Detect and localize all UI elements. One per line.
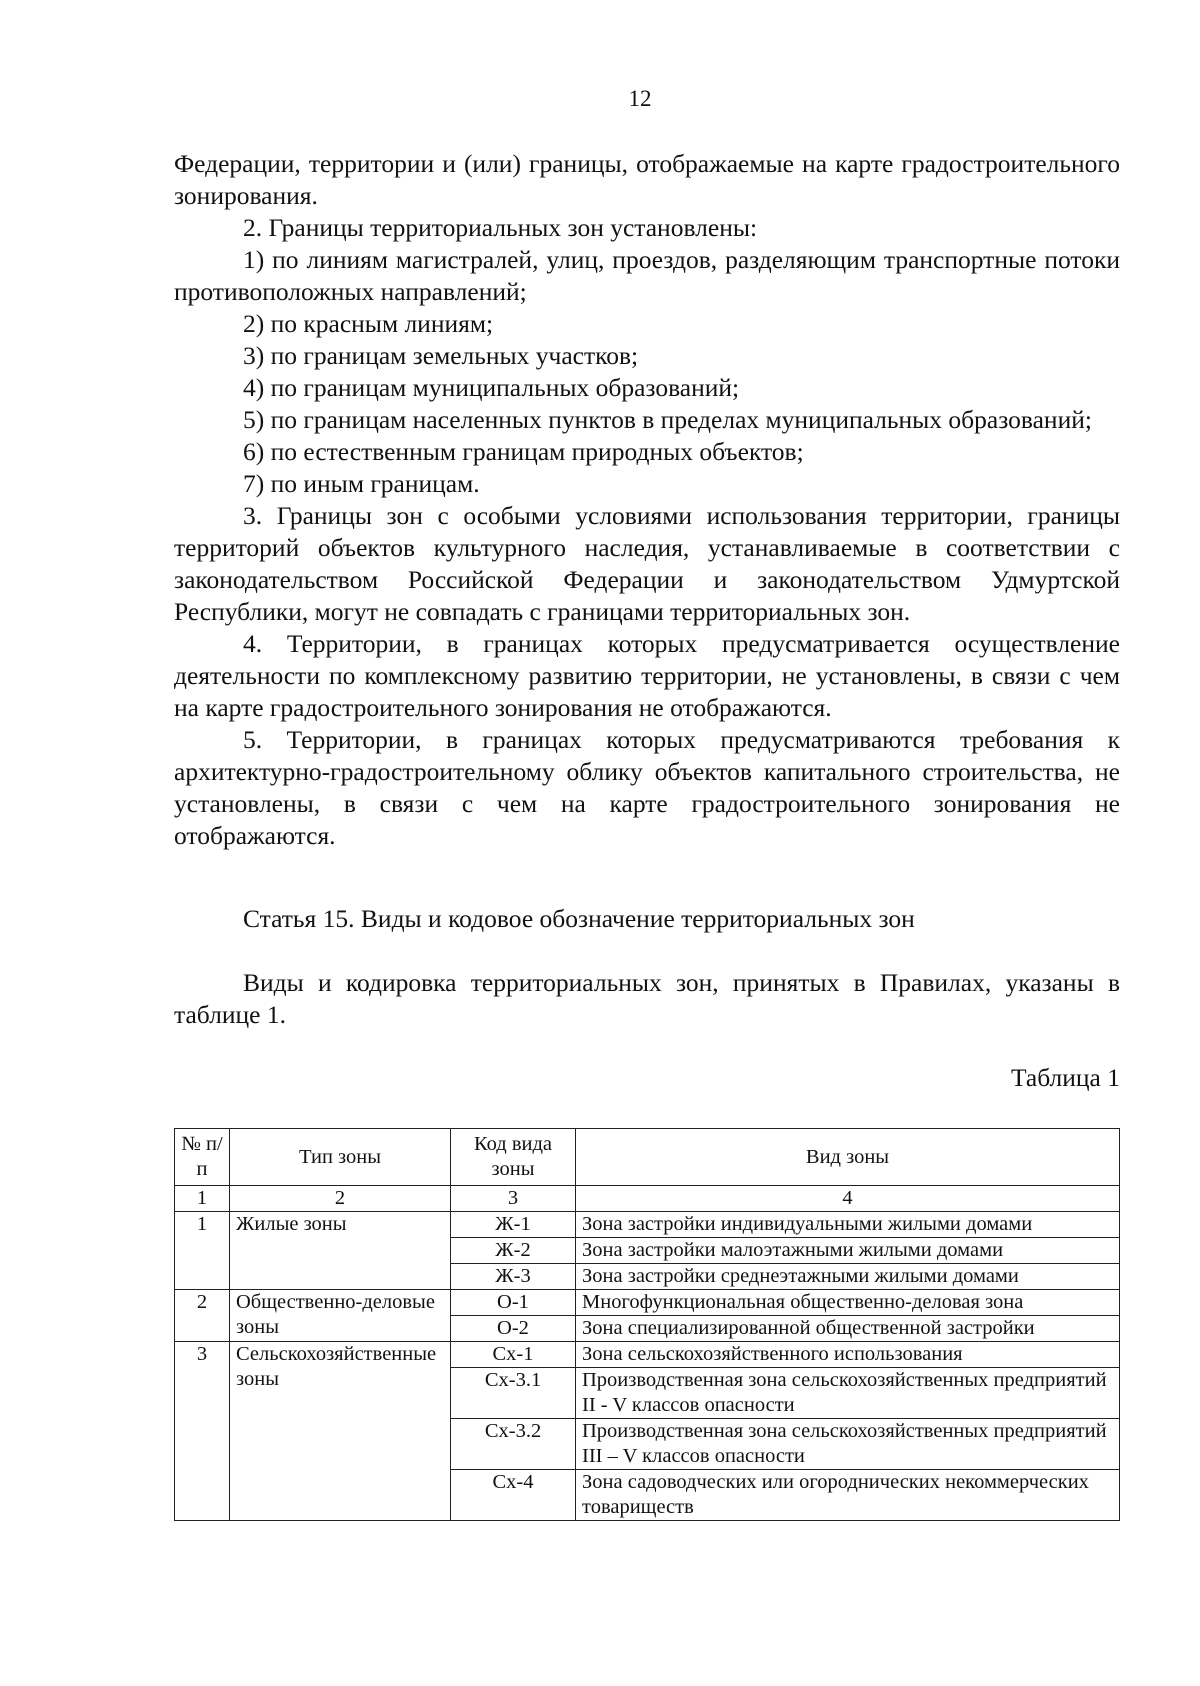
zone-name: Зона застройки среднеэтажными жилыми домами bbox=[576, 1264, 1120, 1290]
zone-name: Зона садоводческих или огороднических некоммерческих товариществ bbox=[576, 1470, 1120, 1521]
table-row bbox=[175, 1342, 1120, 1368]
table-caption: Таблица 1 bbox=[1010, 1063, 1120, 1092]
paragraph: 4. Территории, в границах которых предусматривается осуществление деятельности по комплексному развитию территории, не установлены, в связи с чем на карте градостроительного зонирования не отображаются. bbox=[174, 629, 1120, 722]
table-intro: Виды и кодировка территориальных зон, принятых в Правилах, указаны в таблице 1. bbox=[174, 968, 1120, 1029]
paragraph: 3) по границам земельных участков; bbox=[243, 341, 639, 370]
paragraph: 1) по линиям магистралей, улиц, проездов, разделяющим транспортные потоки противоположных направлений; bbox=[174, 245, 1120, 306]
zone-code: Сх-3.2 bbox=[451, 1419, 576, 1470]
group-type: Общественно-деловые зоны bbox=[230, 1290, 451, 1342]
zone-code: Ж-2 bbox=[451, 1238, 576, 1264]
zone-code: Сх-1 bbox=[451, 1342, 576, 1368]
zone-name: Многофункциональная общественно-деловая зона bbox=[576, 1290, 1120, 1316]
table-header-row bbox=[175, 1129, 1120, 1186]
col-number: 1 bbox=[175, 1186, 230, 1212]
header-type: Тип зоны bbox=[230, 1129, 451, 1186]
group-num: 1 bbox=[175, 1212, 230, 1290]
paragraph: 4) по границам муниципальных образований; bbox=[243, 373, 740, 402]
zone-name: Производственная зона сельскохозяйственных предприятий II - V классов опасности bbox=[576, 1368, 1120, 1419]
header-name: Вид зоны bbox=[576, 1129, 1120, 1186]
zone-code: Ж-3 bbox=[451, 1264, 576, 1290]
group-type: Жилые зоны bbox=[230, 1212, 451, 1290]
paragraph: Федерации, территории и (или) границы, отображаемые на карте градостроительного зонирования. bbox=[174, 149, 1120, 210]
paragraph: 6) по естественным границам природных объектов; bbox=[243, 437, 804, 466]
zone-name: Производственная зона сельскохозяйственных предприятий III – V классов опасности bbox=[576, 1419, 1120, 1470]
zone-code: Ж-1 bbox=[451, 1212, 576, 1238]
article-title: Статья 15. Виды и кодовое обозначение территориальных зон bbox=[243, 904, 915, 933]
header-num: № п/п bbox=[175, 1129, 230, 1186]
col-number: 3 bbox=[451, 1186, 576, 1212]
zone-code: О-1 bbox=[451, 1290, 576, 1316]
group-type: Сельскохозяйственные зоны bbox=[230, 1342, 451, 1521]
table-row bbox=[175, 1290, 1120, 1316]
zone-name: Зона застройки индивидуальными жилыми домами bbox=[576, 1212, 1120, 1238]
paragraph: 7) по иным границам. bbox=[243, 469, 480, 498]
table-row bbox=[175, 1212, 1120, 1238]
zone-code: О-2 bbox=[451, 1316, 576, 1342]
zone-name: Зона сельскохозяйственного использования bbox=[576, 1342, 1120, 1368]
column-numbers-row bbox=[175, 1186, 1120, 1212]
paragraph: 3. Границы зон с особыми условиями использования территории, границы территорий объектов культурного наследия, устанавливаемые в соответствии с законодательством Российской Федерации и законодательством Удмуртской Республики, могут не совпадать с границами территориальных зон. bbox=[174, 501, 1120, 626]
col-number: 2 bbox=[230, 1186, 451, 1212]
zones-table bbox=[174, 1128, 1120, 1521]
header-code: Код вида зоны bbox=[451, 1129, 576, 1186]
paragraph: 2. Границы территориальных зон установлены: bbox=[243, 213, 758, 242]
zone-name: Зона специализированной общественной застройки bbox=[576, 1316, 1120, 1342]
zone-code: Сх-4 bbox=[451, 1470, 576, 1521]
zone-code: Сх-3.1 bbox=[451, 1368, 576, 1419]
paragraph: 2) по красным линиям; bbox=[243, 309, 494, 338]
zone-name: Зона застройки малоэтажными жилыми домами bbox=[576, 1238, 1120, 1264]
body-text bbox=[174, 148, 1120, 852]
page-number: 12 bbox=[628, 86, 652, 111]
group-num: 3 bbox=[175, 1342, 230, 1521]
col-number: 4 bbox=[576, 1186, 1120, 1212]
group-num: 2 bbox=[175, 1290, 230, 1342]
paragraph: 5) по границам населенных пунктов в пределах муниципальных образований; bbox=[243, 405, 1092, 434]
paragraph: 5. Территории, в границах которых предусматриваются требования к архитектурно-градостроительному облику объектов капитального строительства, не установлены, в связи с чем на карте градостроительного зонирования не отображаются. bbox=[174, 725, 1120, 850]
